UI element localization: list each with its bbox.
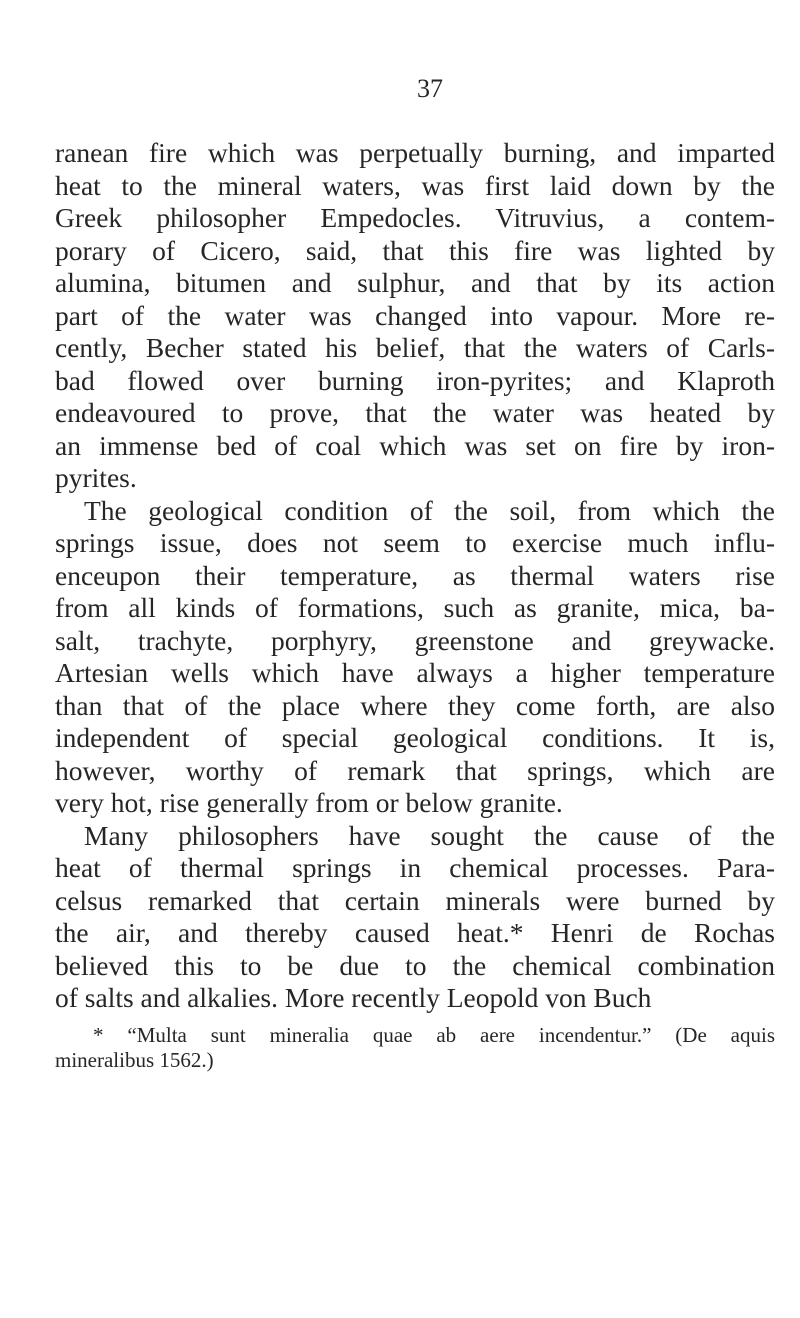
- text-line: part of the water was changed into vapour. More re-: [55, 299, 775, 331]
- text-line: of salts and alkalies. More recently Leopold von Buch: [55, 982, 652, 1013]
- text-line: endeavoured to prove, that the water was heated by: [55, 397, 775, 428]
- text-line: Many philosophers have sought the cause of the: [84, 819, 775, 851]
- text-line: however, worthy of remark that springs, which are: [55, 754, 775, 786]
- text-line: The geological condition of the soil, from which the: [84, 494, 775, 526]
- text-line: the air, and thereby caused heat.* Henri de Rochas: [55, 917, 775, 948]
- text-line: independent of special geological conditions. It is,: [55, 722, 775, 753]
- page-number: 37: [417, 74, 443, 103]
- text-line: cently, Becher stated his belief, that the waters of Carls-: [55, 332, 775, 363]
- text-line: ranean fire which was perpetually burning, and imparted: [55, 137, 775, 168]
- text-line: bad flowed over burning iron-pyrites; and Klaproth: [55, 364, 775, 396]
- text-line: than that of the place where they come forth, are also: [55, 689, 775, 721]
- text-line: believed this to be due to the chemical combination: [55, 949, 775, 981]
- text-line: springs issue, does not seem to exercise much influ-: [55, 527, 775, 558]
- footnote: [55, 1023, 775, 1073]
- text-line: Artesian wells which have always a higher temperature: [55, 657, 775, 688]
- text-line: an immense bed of coal which was set on fire by iron-: [55, 429, 775, 461]
- text-line: salt, trachyte, porphyry, greenstone and greywacke.: [55, 624, 775, 656]
- text-line: from all kinds of formations, such as granite, mica, ba-: [55, 592, 775, 623]
- text-line: enceupon their temperature, as thermal waters rise: [55, 559, 775, 591]
- text-line: Greek philosopher Empedocles. Vitruvius, a contem-: [55, 202, 775, 233]
- text-line: alumina, bitumen and sulphur, and that by its action: [55, 267, 775, 298]
- text-line: porary of Cicero, said, that this fire was lighted by: [55, 234, 775, 266]
- text-line: very hot, rise generally from or below granite.: [55, 787, 563, 818]
- text-line: heat of thermal springs in chemical processes. Para-: [55, 852, 775, 883]
- text-line: heat to the mineral waters, was first laid down by the: [55, 169, 775, 201]
- text-line: pyrites.: [55, 462, 137, 493]
- body-text: [55, 137, 775, 1015]
- footnote-line: * “Multa sunt mineralia quae ab aere incendentur.” (De aquis: [93, 1023, 775, 1047]
- footnote-line: mineralibus 1562.): [55, 1048, 214, 1072]
- text-line: celsus remarked that certain minerals were burned by: [55, 884, 775, 916]
